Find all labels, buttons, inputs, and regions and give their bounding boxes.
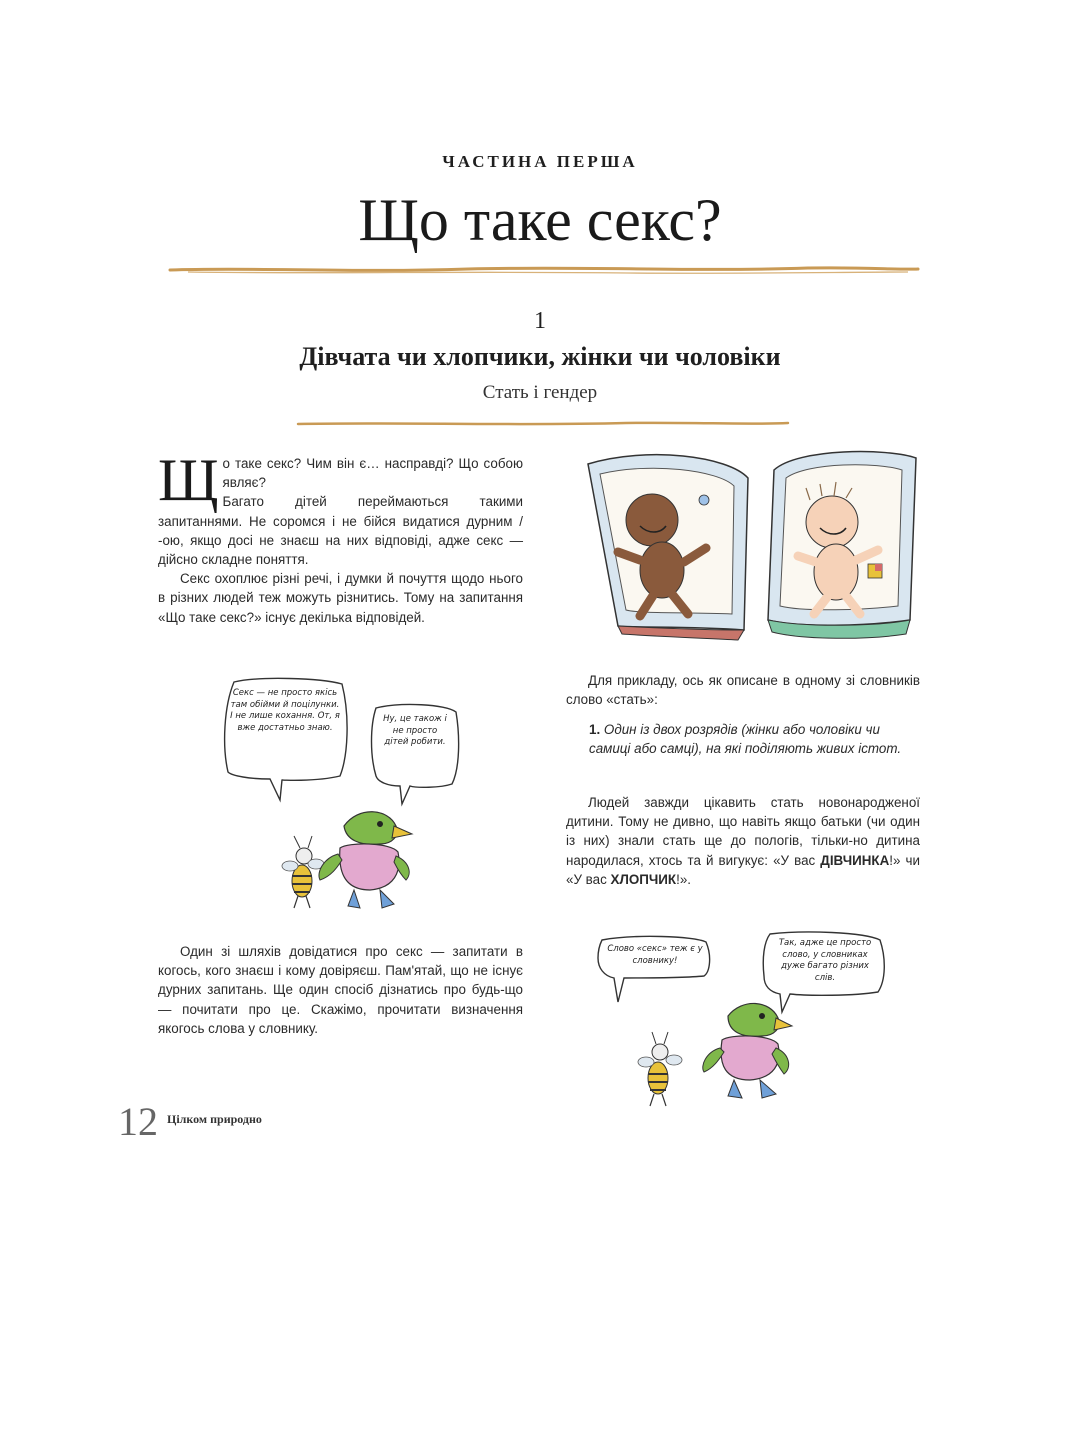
chapter-subtitle: Стать і гендер [482, 382, 598, 403]
bubble-3-text: Слово «секс» теж є у словнику! [607, 944, 703, 966]
dictionary-definition [589, 720, 920, 758]
p2-mid: !» чи «У вас [566, 852, 920, 887]
chapter-title: Дівчата чи хлопчики, жінки чи чоловіки [299, 342, 781, 371]
paragraph-right-1: Для прикладу, ось як описане в одному зі словників слово «стать»: [566, 673, 920, 708]
p2-end: !». [676, 871, 691, 887]
intro-sentence: о таке секс? Чим він є… насправді? Що собою являє? [222, 456, 523, 491]
part-title: Що таке секс? [358, 187, 722, 253]
paragraph-right-2 [566, 793, 920, 889]
bubble-1-text: Секс — не просто якісь там обійми й поцілунки. І не лише кохання. От, я вже достатньо знаю. [230, 688, 340, 733]
title-rule [168, 262, 920, 278]
chapter-rule [296, 418, 790, 430]
baby-tray-left-icon [588, 455, 748, 640]
definition-text: Один із двох розрядів (жінки або чоловіки чи самиці або самці), на які поділяють живих істот. [589, 722, 902, 757]
bird-character-right-icon [703, 1003, 792, 1098]
bee-character-right-icon [638, 1032, 682, 1106]
definition-number: 1. [589, 722, 601, 737]
p2-girl: ДІВЧИНКА [820, 852, 890, 868]
running-title: Цілком природно [167, 1112, 262, 1126]
paragraph-3: Один зі шляхів довідатися про секс — запитати в когось, кого знаєш і кому довіряєш. Пам'ятай, що не існує дурних запитань. Ще один спосіб дізнатись про будь-що — почитати про це. Скажімо, прочитати визначення якогось слова у словнику. [158, 944, 523, 1036]
baby-tray-right-icon [768, 452, 916, 639]
paragraph-1: Багато дітей переймаються такими запитаннями. Не соромся і не бійся видатися дурним / -ою, якщо досі не знаєш на них відповіді, адже секс — дійсно складне поняття. [158, 494, 523, 568]
bubble-2-text: Ну, це також і не просто дітей робити. [383, 714, 447, 747]
bubble-4-text: Так, адже це просто слово, у словниках дуже багато різних слів. [778, 938, 872, 983]
bee-character-icon [282, 836, 324, 908]
part-label: ЧАСТИНА ПЕРША [442, 152, 638, 171]
p2-start: Людей завжди цікавить стать новонародженої дитини. Тому не дивно, що навіть якщо батьки (чи один із них) знали стать ще до пологів, тільки-но дитина народилася, хтось та й вигукує: «У вас [566, 795, 920, 868]
paragraph-2: Секс охоплює різні речі, і думки й почуття щодо нього в різних людей теж можуть різнитись. Тому на запитання «Що таке секс?» існує декілька відповідей. [158, 571, 523, 625]
drop-cap: Щ [158, 447, 219, 513]
bird-character-icon [319, 812, 412, 908]
babies-illustration [578, 430, 924, 642]
intro-text [158, 447, 523, 627]
chapter-number: 1 [534, 308, 546, 334]
p2-boy: ХЛОПЧИК [610, 871, 677, 887]
page-number: 12 [118, 1099, 158, 1144]
